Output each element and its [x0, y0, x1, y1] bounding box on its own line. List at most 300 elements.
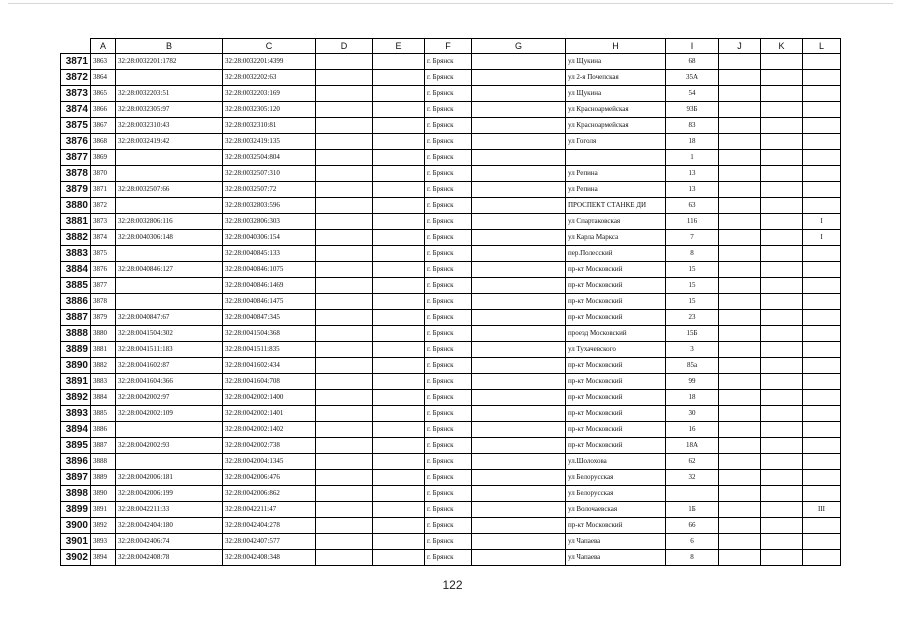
cell-g — [472, 534, 566, 550]
cell-d — [316, 198, 373, 214]
cell-k — [761, 246, 803, 262]
cell-k — [761, 54, 803, 70]
cell-h-street: пр-кт Московский — [566, 390, 666, 406]
cell-l — [803, 326, 841, 342]
cell-e — [373, 358, 425, 374]
cell-f-city: г. Брянск — [425, 70, 472, 86]
cell-g — [472, 406, 566, 422]
table-row — [61, 118, 841, 134]
cell-d — [316, 134, 373, 150]
cell-l — [803, 534, 841, 550]
table-row — [61, 230, 841, 246]
cell-e — [373, 342, 425, 358]
cell-d — [316, 518, 373, 534]
cell-g — [472, 150, 566, 166]
cell-f-city: г. Брянск — [425, 262, 472, 278]
row-number: 3901 — [61, 534, 91, 550]
cell-e — [373, 198, 425, 214]
cell-b-cadastral — [116, 422, 223, 438]
cell-j — [719, 326, 761, 342]
cell-g — [472, 454, 566, 470]
cell-c-cadastral: 32:28:0040847:345 — [223, 310, 316, 326]
cell-k — [761, 118, 803, 134]
row-number: 3889 — [61, 342, 91, 358]
cell-e — [373, 310, 425, 326]
cell-k — [761, 502, 803, 518]
cell-g — [472, 390, 566, 406]
cell-f-city: г. Брянск — [425, 534, 472, 550]
cell-a: 3869 — [91, 150, 116, 166]
cell-c-cadastral: 32:28:0032806:303 — [223, 214, 316, 230]
table-body — [61, 54, 841, 566]
row-number: 3886 — [61, 294, 91, 310]
cell-k — [761, 374, 803, 390]
cell-i-house: 30 — [666, 406, 719, 422]
row-number: 3880 — [61, 198, 91, 214]
cell-c-cadastral: 32:28:0040846:1075 — [223, 262, 316, 278]
cell-h-street: пр-кт Московский — [566, 374, 666, 390]
cell-c-cadastral: 32:28:0041602:434 — [223, 358, 316, 374]
cell-l — [803, 342, 841, 358]
cell-k — [761, 310, 803, 326]
cell-h-street: пр-кт Московский — [566, 518, 666, 534]
cell-l — [803, 422, 841, 438]
column-header: I — [666, 39, 719, 54]
row-number: 3895 — [61, 438, 91, 454]
cell-f-city: г. Брянск — [425, 550, 472, 566]
cell-i-house: 15 — [666, 294, 719, 310]
cell-h-street: ул Белорусская — [566, 486, 666, 502]
cell-l — [803, 102, 841, 118]
cell-e — [373, 278, 425, 294]
cell-d — [316, 502, 373, 518]
cell-j — [719, 374, 761, 390]
cell-b-cadastral: 32:28:0041504:302 — [116, 326, 223, 342]
row-number: 3875 — [61, 118, 91, 134]
cell-c-cadastral: 32:28:0032419:135 — [223, 134, 316, 150]
cell-l — [803, 550, 841, 566]
row-number: 3902 — [61, 550, 91, 566]
cell-k — [761, 86, 803, 102]
cell-e — [373, 534, 425, 550]
cell-k — [761, 470, 803, 486]
cell-l — [803, 358, 841, 374]
cell-f-city: г. Брянск — [425, 326, 472, 342]
cell-i-house: 68 — [666, 54, 719, 70]
cell-g — [472, 486, 566, 502]
cell-k — [761, 278, 803, 294]
cell-l — [803, 134, 841, 150]
cell-j — [719, 214, 761, 230]
cell-g — [472, 550, 566, 566]
cell-c-cadastral: 32:28:0042211:47 — [223, 502, 316, 518]
cell-j — [719, 230, 761, 246]
table-row — [61, 374, 841, 390]
row-number: 3887 — [61, 310, 91, 326]
cell-l — [803, 70, 841, 86]
cell-f-city: г. Брянск — [425, 278, 472, 294]
cell-i-house: 1Б — [666, 502, 719, 518]
cell-k — [761, 342, 803, 358]
cell-d — [316, 438, 373, 454]
table-row — [61, 390, 841, 406]
cell-b-cadastral: 32:28:0042404:180 — [116, 518, 223, 534]
table-row — [61, 438, 841, 454]
cell-e — [373, 326, 425, 342]
cell-b-cadastral — [116, 198, 223, 214]
cell-e — [373, 86, 425, 102]
cell-e — [373, 102, 425, 118]
cell-h-street — [566, 150, 666, 166]
cell-f-city: г. Брянск — [425, 102, 472, 118]
cell-c-cadastral: 32:28:0042002:1401 — [223, 406, 316, 422]
cell-l — [803, 246, 841, 262]
cell-h-street: ул Белорусская — [566, 470, 666, 486]
cell-j — [719, 534, 761, 550]
table-row — [61, 70, 841, 86]
cell-e — [373, 262, 425, 278]
cell-c-cadastral: 32:28:0042407:577 — [223, 534, 316, 550]
table-row — [61, 278, 841, 294]
cell-b-cadastral: 32:28:0041604:366 — [116, 374, 223, 390]
cell-a: 3871 — [91, 182, 116, 198]
cell-d — [316, 262, 373, 278]
row-number: 3896 — [61, 454, 91, 470]
cell-c-cadastral: 32:28:0040846:1475 — [223, 294, 316, 310]
cell-h-street: ул Красноармейская — [566, 102, 666, 118]
cell-e — [373, 294, 425, 310]
cell-e — [373, 470, 425, 486]
cell-h-street: ул Репина — [566, 182, 666, 198]
cell-i-house: 18А — [666, 438, 719, 454]
cell-g — [472, 86, 566, 102]
cell-h-street: ул Репина — [566, 166, 666, 182]
cell-e — [373, 54, 425, 70]
cell-j — [719, 390, 761, 406]
table-row — [61, 550, 841, 566]
cell-e — [373, 518, 425, 534]
cell-h-street: ул Тухачевского — [566, 342, 666, 358]
cell-b-cadastral: 32:28:0040306:148 — [116, 230, 223, 246]
cell-i-house: 13 — [666, 166, 719, 182]
cell-j — [719, 454, 761, 470]
cell-h-street: ул 2-я Почепская — [566, 70, 666, 86]
cell-f-city: г. Брянск — [425, 294, 472, 310]
cell-g — [472, 230, 566, 246]
cell-h-street: проезд Московский — [566, 326, 666, 342]
cell-k — [761, 486, 803, 502]
row-number: 3877 — [61, 150, 91, 166]
cell-c-cadastral: 32:28:0040845:133 — [223, 246, 316, 262]
cell-f-city: г. Брянск — [425, 502, 472, 518]
cell-a: 3874 — [91, 230, 116, 246]
cell-a: 3876 — [91, 262, 116, 278]
cell-g — [472, 134, 566, 150]
cell-g — [472, 470, 566, 486]
cell-e — [373, 150, 425, 166]
cell-h-street: ул Гоголя — [566, 134, 666, 150]
row-number: 3878 — [61, 166, 91, 182]
table-row — [61, 150, 841, 166]
cell-g — [472, 422, 566, 438]
cell-b-cadastral: 32:28:0032310:43 — [116, 118, 223, 134]
row-number: 3897 — [61, 470, 91, 486]
row-number: 3879 — [61, 182, 91, 198]
cell-b-cadastral: 32:28:0040846:127 — [116, 262, 223, 278]
cell-a: 3880 — [91, 326, 116, 342]
cell-a: 3882 — [91, 358, 116, 374]
cell-f-city: г. Брянск — [425, 406, 472, 422]
cell-d — [316, 374, 373, 390]
column-header: J — [719, 39, 761, 54]
cell-j — [719, 294, 761, 310]
cell-f-city: г. Брянск — [425, 390, 472, 406]
cell-l: I — [803, 214, 841, 230]
column-header: L — [803, 39, 841, 54]
cell-d — [316, 102, 373, 118]
cell-g — [472, 166, 566, 182]
cell-e — [373, 422, 425, 438]
row-number: 3873 — [61, 86, 91, 102]
cell-a: 3888 — [91, 454, 116, 470]
row-number: 3884 — [61, 262, 91, 278]
cell-a: 3866 — [91, 102, 116, 118]
row-number: 3888 — [61, 326, 91, 342]
cell-b-cadastral: 32:28:0032201:1782 — [116, 54, 223, 70]
cell-l — [803, 518, 841, 534]
cell-l — [803, 54, 841, 70]
cell-a: 3886 — [91, 422, 116, 438]
cell-k — [761, 262, 803, 278]
cell-j — [719, 278, 761, 294]
row-number: 3900 — [61, 518, 91, 534]
cell-a: 3872 — [91, 198, 116, 214]
cell-i-house: 32 — [666, 470, 719, 486]
cell-a: 3884 — [91, 390, 116, 406]
cell-g — [472, 70, 566, 86]
cell-d — [316, 310, 373, 326]
cell-j — [719, 422, 761, 438]
cell-b-cadastral — [116, 150, 223, 166]
cell-d — [316, 150, 373, 166]
page-number: 122 — [442, 578, 463, 592]
cell-g — [472, 342, 566, 358]
cell-a: 3878 — [91, 294, 116, 310]
cell-h-street: пр-кт Московский — [566, 422, 666, 438]
cell-f-city: г. Брянск — [425, 54, 472, 70]
column-header: F — [425, 39, 472, 54]
cell-c-cadastral: 32:28:0041511:835 — [223, 342, 316, 358]
cell-i-house: 23 — [666, 310, 719, 326]
cell-a: 3870 — [91, 166, 116, 182]
cell-k — [761, 438, 803, 454]
cell-l — [803, 374, 841, 390]
cell-d — [316, 422, 373, 438]
cell-e — [373, 182, 425, 198]
cell-a: 3890 — [91, 486, 116, 502]
cell-b-cadastral: 32:28:0042002:93 — [116, 438, 223, 454]
cell-l: III — [803, 502, 841, 518]
cell-g — [472, 438, 566, 454]
table-row — [61, 246, 841, 262]
cell-g — [472, 182, 566, 198]
table-row — [61, 406, 841, 422]
cell-h-street: ул Красноармейская — [566, 118, 666, 134]
cell-i-house: 99 — [666, 374, 719, 390]
cell-h-street: ул Чапаева — [566, 550, 666, 566]
cell-f-city: г. Брянск — [425, 182, 472, 198]
cell-h-street: пр-кт Московский — [566, 310, 666, 326]
cell-k — [761, 230, 803, 246]
cell-i-house: 1 — [666, 150, 719, 166]
cell-i-house: 15 — [666, 278, 719, 294]
column-header: H — [566, 39, 666, 54]
cell-a: 3863 — [91, 54, 116, 70]
cell-e — [373, 374, 425, 390]
cell-g — [472, 198, 566, 214]
cell-f-city: г. Брянск — [425, 374, 472, 390]
cell-e — [373, 390, 425, 406]
cell-d — [316, 214, 373, 230]
cell-f-city: г. Брянск — [425, 134, 472, 150]
cell-d — [316, 86, 373, 102]
row-number: 3872 — [61, 70, 91, 86]
cell-i-house: 63 — [666, 198, 719, 214]
cell-g — [472, 278, 566, 294]
cell-g — [472, 374, 566, 390]
header-corner — [61, 39, 91, 54]
column-header: D — [316, 39, 373, 54]
cell-h-street: ПРОСПЕКТ СТАНКЕ ДИ — [566, 198, 666, 214]
cell-j — [719, 166, 761, 182]
cell-i-house: 15Б — [666, 326, 719, 342]
cell-c-cadastral: 32:28:0041604:708 — [223, 374, 316, 390]
cell-c-cadastral: 32:28:0040306:154 — [223, 230, 316, 246]
table-row — [61, 214, 841, 230]
cell-k — [761, 406, 803, 422]
cell-j — [719, 70, 761, 86]
cell-h-street: пр-кт Московский — [566, 406, 666, 422]
cell-d — [316, 390, 373, 406]
table-row — [61, 262, 841, 278]
table-row — [61, 134, 841, 150]
cell-c-cadastral: 32:28:0032504:804 — [223, 150, 316, 166]
cell-d — [316, 70, 373, 86]
cell-l — [803, 118, 841, 134]
cell-a: 3879 — [91, 310, 116, 326]
cell-j — [719, 486, 761, 502]
cell-e — [373, 550, 425, 566]
row-number: 3885 — [61, 278, 91, 294]
cell-d — [316, 166, 373, 182]
cell-l — [803, 486, 841, 502]
cell-h-street: пер.Полесский — [566, 246, 666, 262]
row-number: 3891 — [61, 374, 91, 390]
row-number: 3893 — [61, 406, 91, 422]
cell-b-cadastral: 32:28:0032203:51 — [116, 86, 223, 102]
cell-d — [316, 278, 373, 294]
cell-a: 3887 — [91, 438, 116, 454]
cell-i-house: 8 — [666, 246, 719, 262]
cell-b-cadastral: 32:28:0042211:33 — [116, 502, 223, 518]
cell-k — [761, 134, 803, 150]
cell-h-street: ул Спартаковская — [566, 214, 666, 230]
cell-i-house: 16 — [666, 422, 719, 438]
cell-j — [719, 246, 761, 262]
cell-d — [316, 118, 373, 134]
cell-e — [373, 246, 425, 262]
cell-e — [373, 70, 425, 86]
cell-f-city: г. Брянск — [425, 342, 472, 358]
row-number: 3881 — [61, 214, 91, 230]
cell-f-city: г. Брянск — [425, 166, 472, 182]
cell-j — [719, 262, 761, 278]
cell-e — [373, 454, 425, 470]
cell-d — [316, 294, 373, 310]
cell-i-house: 66 — [666, 518, 719, 534]
row-number: 3883 — [61, 246, 91, 262]
cell-i-house: 15 — [666, 262, 719, 278]
cell-d — [316, 534, 373, 550]
cell-c-cadastral: 32:28:0032201:4399 — [223, 54, 316, 70]
cell-b-cadastral: 32:28:0042002:109 — [116, 406, 223, 422]
cell-k — [761, 358, 803, 374]
cell-h-street: пр-кт Московский — [566, 358, 666, 374]
cell-f-city: г. Брянск — [425, 198, 472, 214]
cell-a: 3865 — [91, 86, 116, 102]
cell-f-city: г. Брянск — [425, 486, 472, 502]
cell-c-cadastral: 32:28:0042006:476 — [223, 470, 316, 486]
cell-j — [719, 358, 761, 374]
cell-k — [761, 294, 803, 310]
cell-h-street: ул Волочаевская — [566, 502, 666, 518]
cell-g — [472, 102, 566, 118]
table-row — [61, 102, 841, 118]
cell-a: 3883 — [91, 374, 116, 390]
table-row — [61, 166, 841, 182]
cell-f-city: г. Брянск — [425, 454, 472, 470]
cell-k — [761, 182, 803, 198]
cell-g — [472, 246, 566, 262]
cell-i-house: 54 — [666, 86, 719, 102]
table-row — [61, 470, 841, 486]
cell-c-cadastral: 32:28:0032203:169 — [223, 86, 316, 102]
cell-h-street: пр-кт Московский — [566, 278, 666, 294]
cell-f-city: г. Брянск — [425, 86, 472, 102]
cell-e — [373, 118, 425, 134]
cell-d — [316, 230, 373, 246]
cell-i-house: 18 — [666, 134, 719, 150]
row-number: 3898 — [61, 486, 91, 502]
table-row — [61, 422, 841, 438]
cell-b-cadastral: 32:28:0040847:67 — [116, 310, 223, 326]
cell-c-cadastral: 32:28:0042002:1402 — [223, 422, 316, 438]
table-row — [61, 342, 841, 358]
cell-f-city: г. Брянск — [425, 470, 472, 486]
cell-c-cadastral: 32:28:0042002:738 — [223, 438, 316, 454]
cell-f-city: г. Брянск — [425, 150, 472, 166]
cell-f-city: г. Брянск — [425, 118, 472, 134]
cell-a: 3868 — [91, 134, 116, 150]
cell-c-cadastral: 32:28:0042002:1400 — [223, 390, 316, 406]
spreadsheet-table — [60, 38, 841, 566]
cell-b-cadastral: 32:28:0032507:66 — [116, 182, 223, 198]
table-row — [61, 454, 841, 470]
table-row — [61, 534, 841, 550]
cell-j — [719, 86, 761, 102]
cell-k — [761, 198, 803, 214]
cell-c-cadastral: 32:28:0032310:81 — [223, 118, 316, 134]
